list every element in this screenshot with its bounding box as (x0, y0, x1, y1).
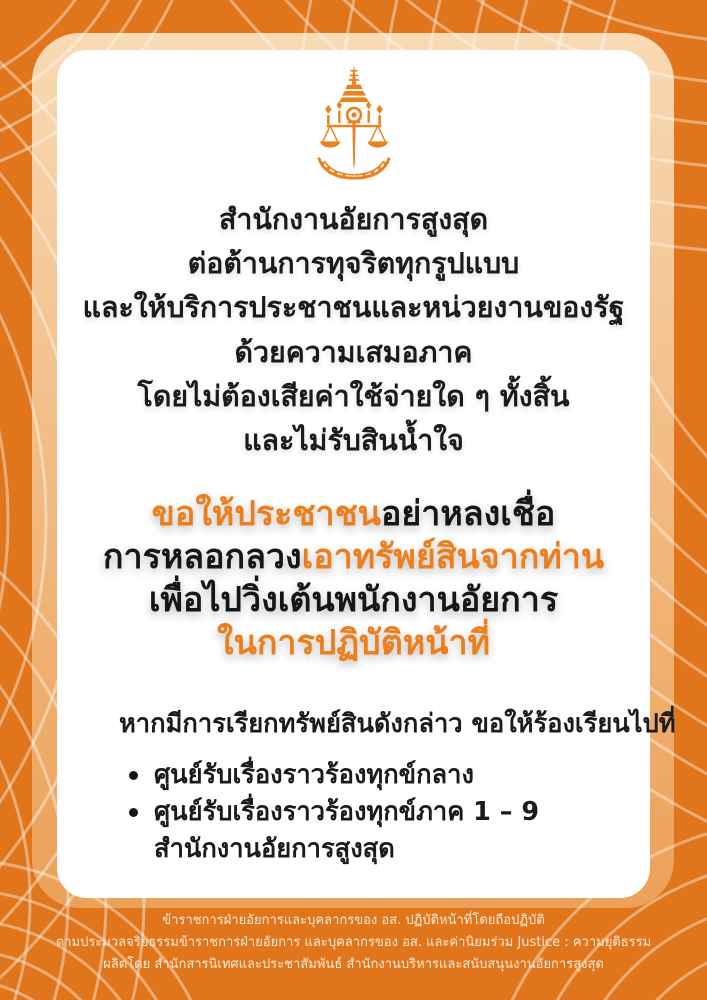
complaint-section (87, 706, 676, 868)
complaint-lead: หากมีการเรียกทรัพย์สินดังกล่าว ขอให้ร้องเรียนไปที่ (119, 709, 676, 740)
intro-line: ด้วยความเสมอภาค (234, 335, 473, 369)
warning-segment: ในการปฏิบัติหน้าที่ (216, 622, 490, 663)
list-item (119, 794, 676, 831)
intro-line: ต่อต้านการทุจริตทุกรูปแบบ (187, 247, 520, 281)
warning-segment: การหลอกลวง (102, 536, 302, 577)
footer-line: ตามประมวลจริยธรรมข้าราชการฝ่ายอัยการ และบุคลากรของ อส. และค่านิยมร่วม Justice : ความยุติธรรม (55, 935, 652, 951)
intro-statement (83, 198, 625, 463)
footer-line: ผลิตโดย สำนักสารนิเทศและประชาสัมพันธ์ สำนักงานบริหารและสนับสนุนงานอัยการสูงสุด (103, 957, 604, 973)
bullet-icon (129, 771, 138, 780)
warning-segment: ขอให้ประชาชน (151, 494, 381, 535)
intro-line: สำนักงานอัยการสูงสุด (218, 203, 489, 236)
complaint-center-regional: ศูนย์รับเรื่องราวร้องทุกข์ภาค 1 – 9 (154, 797, 540, 828)
footer-line: ข้าราชการฝ่ายอัยการและบุคลากรของ อส. ปฏิบัติหน้าที่โดยถือปฏิบัติ (162, 913, 545, 928)
intro-line: และไม่รับสินน้ำใจ (243, 423, 464, 457)
warning-line (103, 493, 604, 536)
list-item (119, 757, 676, 794)
warning-segment: เพื่อไปวิ่งเต้นพนักงานอัยการ (148, 579, 559, 620)
poster-card (57, 50, 676, 898)
warning-line (103, 579, 604, 622)
complaint-center-regional-org: สำนักงานอัยการสูงสุด (154, 834, 395, 865)
warning-line (103, 536, 604, 579)
scales-of-justice-emblem-icon (310, 64, 398, 184)
complaint-center-central: ศูนย์รับเรื่องราวร้องทุกข์กลาง (154, 760, 474, 791)
warning-headline (103, 493, 604, 664)
bullet-icon (129, 808, 138, 817)
warning-segment: เอาทรัพย์สินจากท่าน (301, 536, 605, 577)
intro-line: และให้บริการประชาชนและหน่วยงานของรัฐ (82, 291, 625, 325)
warning-segment: อย่าหลงเชื่อ (380, 494, 556, 535)
warning-line (103, 622, 604, 665)
intro-line: โดยไม่ต้องเสียค่าใช้จ่ายใด ๆ ทั้งสิ้น (137, 379, 570, 413)
poster-footer (0, 910, 707, 976)
